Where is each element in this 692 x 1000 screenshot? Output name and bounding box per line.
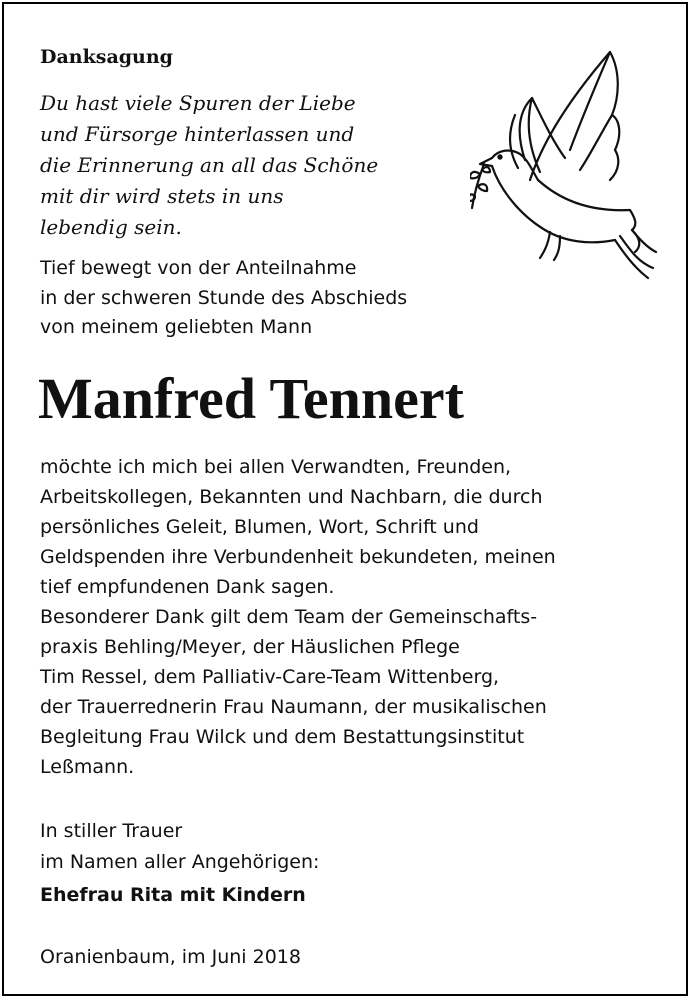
body-line: möchte ich mich bei allen Verwandten, Freunden, — [40, 456, 512, 478]
intro-text — [40, 254, 407, 343]
dove-with-olive-branch-icon — [470, 40, 660, 285]
intro-line: in der schweren Stunde des Abschieds — [40, 286, 408, 309]
poem-verse — [40, 88, 378, 243]
closing-line: In stiller Trauer — [40, 820, 183, 842]
body-line: Begleitung Frau Wilck und dem Bestattungsinstitut — [40, 726, 525, 748]
body-line: Arbeitskollegen, Bekannten und Nachbarn, die durch — [40, 486, 543, 508]
body-line: Besonderer Dank gilt dem Team der Gemeinschafts- — [40, 606, 538, 628]
poem-line: mit dir wird stets in uns — [40, 184, 284, 208]
poem-line: und Fürsorge hinterlassen und — [40, 122, 355, 146]
poem-line: die Erinnerung an all das Schöne — [40, 153, 379, 177]
deceased-name: Manfred Tennert — [38, 366, 464, 431]
intro-line: Tief bewegt von der Anteilnahme — [40, 257, 357, 279]
closing-text — [40, 816, 319, 878]
body-line: Leßmann. — [40, 756, 135, 778]
poem-line: Du hast viele Spuren der Liebe — [40, 91, 356, 115]
body-line: Geldspenden ihre Verbundenheit bekundeten, meinen — [40, 546, 556, 568]
notice-heading: Danksagung — [40, 46, 173, 68]
body-line: der Trauerrednerin Frau Naumann, der musikalischen — [40, 696, 547, 718]
place-date: Oranienbaum, im Juni 2018 — [40, 946, 301, 968]
thanks-body — [40, 452, 556, 782]
intro-line: von meinem geliebten Mann — [40, 316, 313, 338]
body-line: tief empfundenen Dank sagen. — [40, 576, 335, 598]
body-line: praxis Behling/Meyer, der Häuslichen Pflege — [40, 636, 460, 658]
signature: Ehefrau Rita mit Kindern — [40, 884, 306, 906]
body-line: Tim Ressel, dem Palliativ-Care-Team Wittenberg, — [40, 666, 500, 688]
body-line: persönliches Geleit, Blumen, Wort, Schrift und — [40, 516, 479, 538]
closing-line: im Namen aller Angehörigen: — [40, 851, 320, 873]
poem-line: lebendig sein. — [40, 215, 182, 239]
